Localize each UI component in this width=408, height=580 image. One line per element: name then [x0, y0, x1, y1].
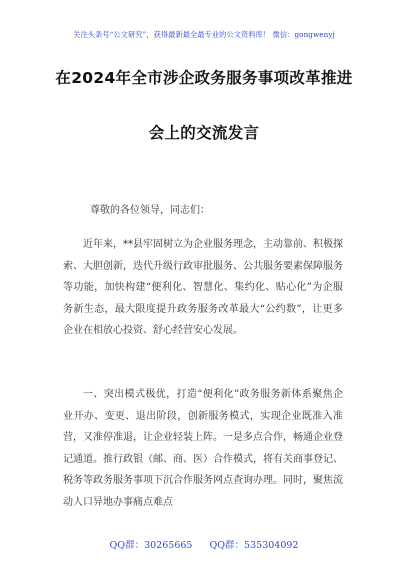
document-title-line-1: 在2024年全市涉企政务服务事项改革推进 — [55, 69, 353, 87]
top-promo-banner: 关注头条号“公文研究”，获得最新最全最专业的公文资料库！ 微信：gongwenyj — [73, 30, 335, 39]
document-title-line-2: 会上的交流发言 — [148, 124, 260, 142]
footer-qq-groups — [0, 537, 408, 551]
qq-group-2: QQ群：535304092 — [209, 540, 299, 551]
body-paragraph-2: 一、突出模式极优，打造“便利化”政务服务新体系聚焦企业开办、变更、退出阶段，创新服务模式，实现企业既准入准营，又准停准退，让企业轻装上阵。一是多点合作，畅通企业登记通道。推行政银（邮、商、医）合作模式，将有关商事登记、税务等政务服务事项下沉合作服务网点查询办理。同时，聚焦流动人口异地办事痛点难点 — [63, 389, 343, 508]
body-paragraph-1: 近年来，**县牢固树立为企业服务理念，主动靠前、积极探索、大胆创新，迭代升级行政审批服务、公共服务要素保障服务等功能，加快构建“便利化、智慧化、集约化、贴心化”为企服务新生态，最大限度提升政务服务改革最大“公约数”，让更多企业在相放心投资、舒心经营安心发展。 — [63, 239, 343, 336]
qq-group-1: QQ群：30265665 — [109, 540, 193, 551]
salutation: 尊敬的各位领导，同志们： — [90, 205, 210, 216]
